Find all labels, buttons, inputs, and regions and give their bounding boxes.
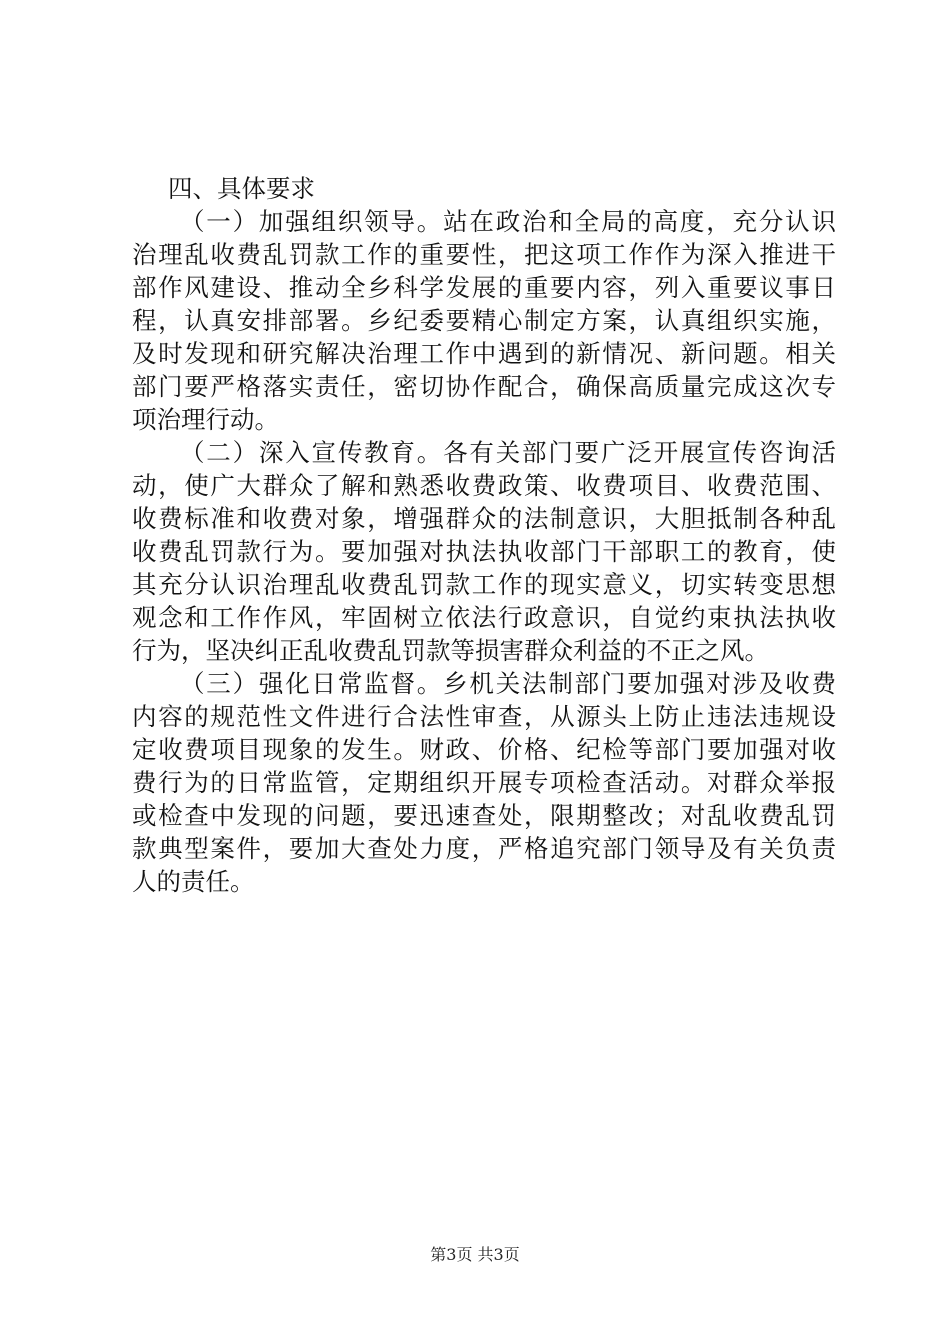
paragraph-line: 人的责任。 — [132, 867, 255, 896]
paragraph-line: 程，认真安排部署。乡纪委要精心制定方案，认真组织实施， — [132, 306, 836, 335]
paragraph-line: 治理乱收费乱罚款工作的重要性，把这项工作作为深入推进干 — [132, 240, 836, 269]
paragraph-1 — [132, 205, 836, 436]
paragraph-line: 项治理行动。 — [132, 405, 279, 434]
paragraph-line: （三）强化日常监督。乡机关法制部门要加强对涉及收费 — [180, 669, 836, 698]
document-body — [132, 172, 836, 898]
paragraph-line: 及时发现和研究解决治理工作中遇到的新情况、新问题。相关 — [132, 339, 836, 368]
paragraph-line: 动，使广大群众了解和熟悉收费政策、收费项目、收费范围、 — [132, 471, 836, 500]
paragraph-line: 行为，坚决纠正乱收费乱罚款等损害群众利益的不正之风。 — [132, 636, 769, 665]
paragraph-2 — [132, 436, 836, 667]
paragraph-line: 部作风建设、推动全乡科学发展的重要内容，列入重要议事日 — [132, 273, 836, 302]
paragraph-line: 费行为的日常监管，定期组织开展专项检查活动。对群众举报 — [132, 768, 836, 797]
paragraph-line: 定收费项目现象的发生。财政、价格、纪检等部门要加强对收 — [132, 735, 836, 764]
paragraph-line: 部门要严格落实责任，密切协作配合，确保高质量完成这次专 — [132, 372, 836, 401]
paragraph-3 — [132, 667, 836, 898]
paragraph-line: 收费乱罚款行为。要加强对执法执收部门干部职工的教育，使 — [132, 537, 836, 566]
paragraph-line: 或检查中发现的问题，要迅速查处，限期整改；对乱收费乱罚 — [132, 801, 836, 830]
paragraph-line: 款典型案件，要加大查处力度，严格追究部门领导及有关负责 — [132, 834, 836, 863]
paragraph-line: （一）加强组织领导。站在政治和全局的高度，充分认识 — [180, 207, 836, 236]
paragraph-line: 观念和工作作风，牢固树立依法行政意识，自觉约束执法执收 — [132, 603, 836, 632]
paragraph-line: 其充分认识治理乱收费乱罚款工作的现实意义，切实转变思想 — [132, 570, 836, 599]
page-number-footer: 第3页 共3页 — [430, 1245, 520, 1264]
section-heading: 四、具体要求 — [168, 174, 315, 203]
paragraph-line: 内容的规范性文件进行合法性审查，从源头上防止违法违规设 — [132, 702, 836, 731]
paragraph-line: （二）深入宣传教育。各有关部门要广泛开展宣传咨询活 — [180, 438, 836, 467]
paragraph-line: 收费标准和收费对象，增强群众的法制意识，大胆抵制各种乱 — [132, 504, 836, 533]
